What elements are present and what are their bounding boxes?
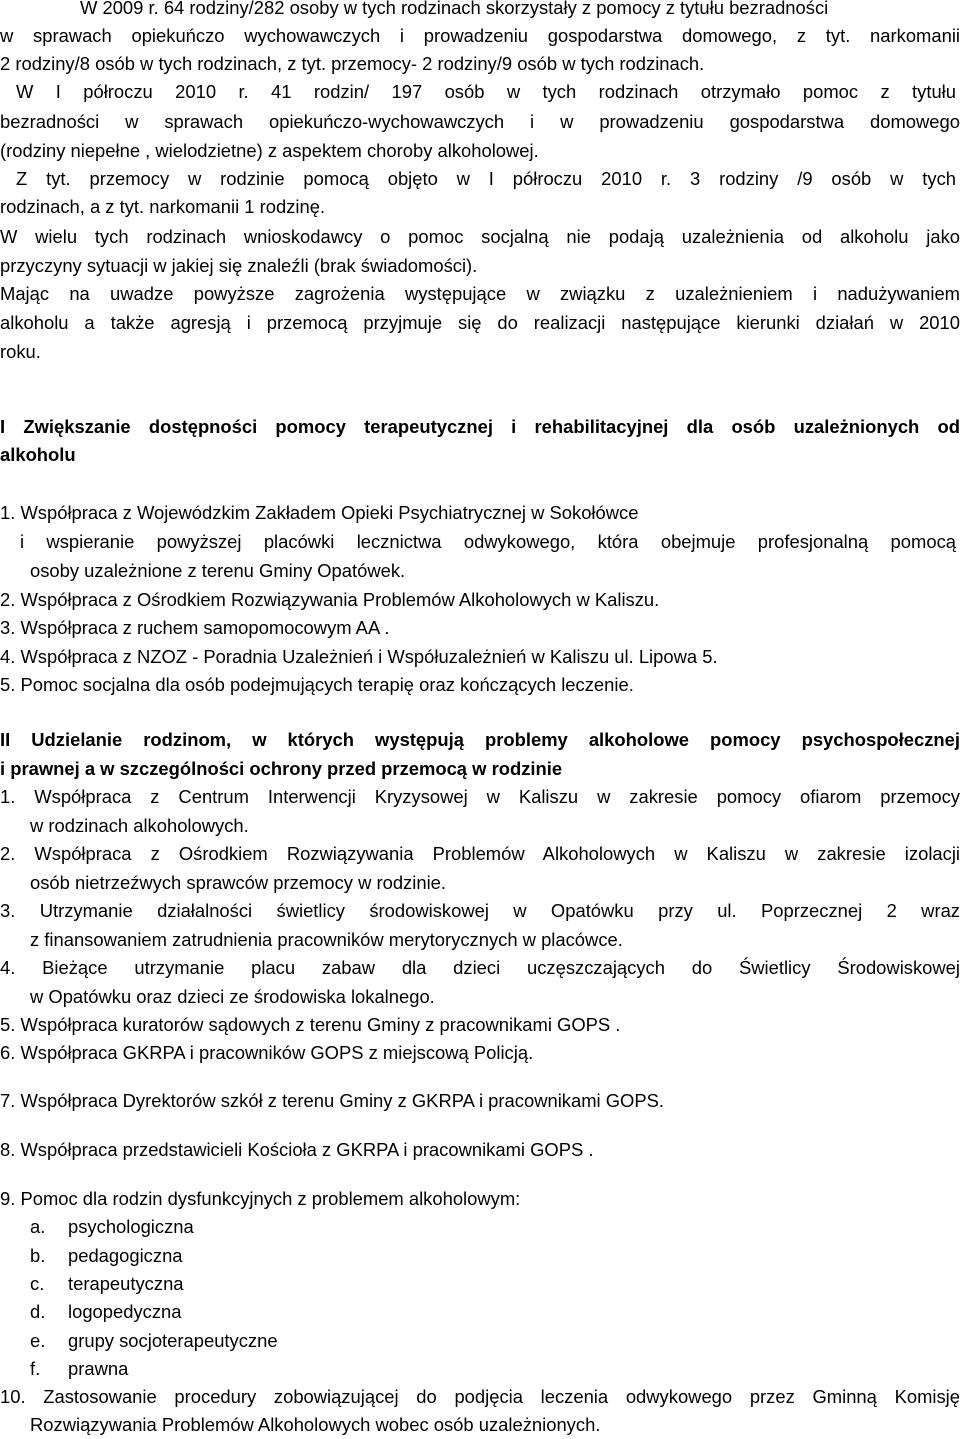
section-2-item-4-line-1: 4. Bieżące utrzymanie placu zabaw dla dzieci uczęszczających do Świetlicy Środowiskowej	[0, 957, 960, 978]
section-2-item-1-line-1: 1. Współpraca z Centrum Interwencji Kryzysowej w Kaliszu w zakresie pomocy ofiarom przemocy	[0, 786, 960, 807]
section-1-heading-line-2: alkoholu	[0, 444, 76, 465]
sub-item-text: terapeutyczna	[68, 1273, 184, 1294]
sub-item-text: prawna	[68, 1358, 129, 1379]
sub-item-letter: a.	[30, 1216, 46, 1237]
section-1-item-1-line-2: i wspieranie powyższej placówki lecznictwa odwykowego, która obejmuje profesjonalną pomocą	[20, 531, 956, 552]
intro-line-10: przyczyny sytuacji w jakiej się znaleźli (brak świadomości).	[0, 255, 478, 276]
sub-item-letter: b.	[30, 1245, 46, 1266]
intro-line-6: (rodziny niepełne , wielodzietne) z aspektem choroby alkoholowej.	[0, 140, 539, 161]
intro-line-8: rodzinach, a z tyt. narkomanii 1 rodzinę.	[0, 196, 326, 217]
intro-line-9: W wielu tych rodzinach wnioskodawcy o pomoc socjalną nie podają uzależnienia od alkoholu jako	[0, 226, 960, 247]
sub-item-text: pedagogiczna	[68, 1245, 183, 1266]
section-2-item-5: 5. Współpraca kuratorów sądowych z terenu Gminy z pracownikami GOPS .	[0, 1014, 621, 1035]
intro-line-7: Z tyt. przemocy w rodzinie pomocą objęto w I półroczu 2010 r. 3 rodziny /9 osób w tych	[16, 168, 956, 189]
sub-item-letter: e.	[30, 1330, 46, 1351]
section-2-heading-line-2: i prawnej a w szczególności ochrony przed przemocą w rodzinie	[0, 758, 563, 779]
section-2-item-2-line-2: osób nietrzeźwych sprawców przemocy w rodzinie.	[30, 872, 446, 893]
intro-line-12: alkoholu a także agresją i przemocą przyjmuje się do realizacji następujące kierunki działań w 2010	[0, 312, 960, 333]
intro-line-4: W I półroczu 2010 r. 41 rodzin/ 197 osób w tych rodzinach otrzymało pomoc z tytułu	[16, 81, 956, 102]
section-1-item-1-line-3: osoby uzależnione z terenu Gminy Opatówek.	[30, 560, 406, 581]
section-2-item-4-line-2: w Opatówku oraz dzieci ze środowiska lokalnego.	[30, 986, 435, 1007]
section-2-item-2-line-1: 2. Współpraca z Ośrodkiem Rozwiązywania Problemów Alkoholowych w Kaliszu w zakresie izolacji	[0, 843, 960, 864]
section-2-item-10-line-2: Rozwiązywania Problemów Alkoholowych wobec osób uzależnionych.	[30, 1414, 601, 1435]
sub-item-text: psychologiczna	[68, 1216, 194, 1237]
sub-item-letter: f.	[30, 1358, 41, 1379]
section-1-item-4: 4. Współpraca z NZOZ - Poradnia Uzależnień i Współuzależnień w Kaliszu ul. Lipowa 5.	[0, 646, 718, 667]
section-2-item-3-line-2: z finansowaniem zatrudnienia pracowników merytorycznych w placówce.	[30, 929, 623, 950]
section-2-item-9: 9. Pomoc dla rodzin dysfunkcyjnych z problemem alkoholowym:	[0, 1188, 521, 1209]
sub-item-text: logopedyczna	[68, 1301, 182, 1322]
sub-item-text: grupy socjoterapeutyczne	[68, 1330, 278, 1351]
section-2-item-3-line-1: 3. Utrzymanie działalności świetlicy środowiskowej w Opatówku przy ul. Poprzecznej 2 wraz	[0, 900, 960, 921]
section-2-item-8: 8. Współpraca przedstawicieli Kościoła z GKRPA i pracownikami GOPS .	[0, 1139, 594, 1160]
intro-line-3: 2 rodziny/8 osób w tych rodzinach, z tyt. przemocy- 2 rodziny/9 osób w tych rodzinach.	[0, 53, 705, 74]
section-2-item-6: 6. Współpraca GKRPA i pracowników GOPS z miejscową Policją.	[0, 1042, 534, 1063]
section-2-item-1-line-2: w rodzinach alkoholowych.	[30, 815, 249, 836]
intro-line-2: w sprawach opiekuńczo wychowawczych i prowadzeniu gospodarstwa domowego, z tyt. narkomanii	[0, 25, 960, 46]
intro-line-5: bezradności w sprawach opiekuńczo-wychowawczych i w prowadzeniu gospodarstwa domowego	[0, 111, 960, 132]
section-1-heading-line-1: I Zwiększanie dostępności pomocy terapeutycznej i rehabilitacyjnej dla osób uzależnionych od	[0, 416, 960, 437]
intro-line-11: Mając na uwadze powyższe zagrożenia występujące w związku z uzależnieniem i nadużywaniem	[0, 283, 960, 304]
section-2-item-10-line-1: 10. Zastosowanie procedury zobowiązującej do podjęcia leczenia odwykowego przez Gminną Komisję	[0, 1386, 960, 1407]
section-1-item-1-line-1: 1. Współpraca z Wojewódzkim Zakładem Opieki Psychiatrycznej w Sokołówce	[0, 502, 639, 523]
section-1-item-5: 5. Pomoc socjalna dla osób podejmujących terapię oraz kończących leczenie.	[0, 674, 634, 695]
sub-item-letter: c.	[30, 1273, 45, 1294]
section-1-item-2: 2. Współpraca z Ośrodkiem Rozwiązywania Problemów Alkoholowych w Kaliszu.	[0, 589, 660, 610]
section-1-item-3: 3. Współpraca z ruchem samopomocowym AA .	[0, 617, 390, 638]
intro-line-1: W 2009 r. 64 rodziny/282 osoby w tych rodzinach skorzystały z pomocy z tytułu bezradności	[80, 0, 829, 18]
section-2-heading-line-1: II Udzielanie rodzinom, w których występują problemy alkoholowe pomocy psychospołecznej	[0, 729, 960, 750]
intro-line-13: roku.	[0, 341, 41, 362]
sub-item-letter: d.	[30, 1301, 46, 1322]
section-2-item-7: 7. Współpraca Dyrektorów szkół z terenu Gminy z GKRPA i pracownikami GOPS.	[0, 1090, 664, 1111]
